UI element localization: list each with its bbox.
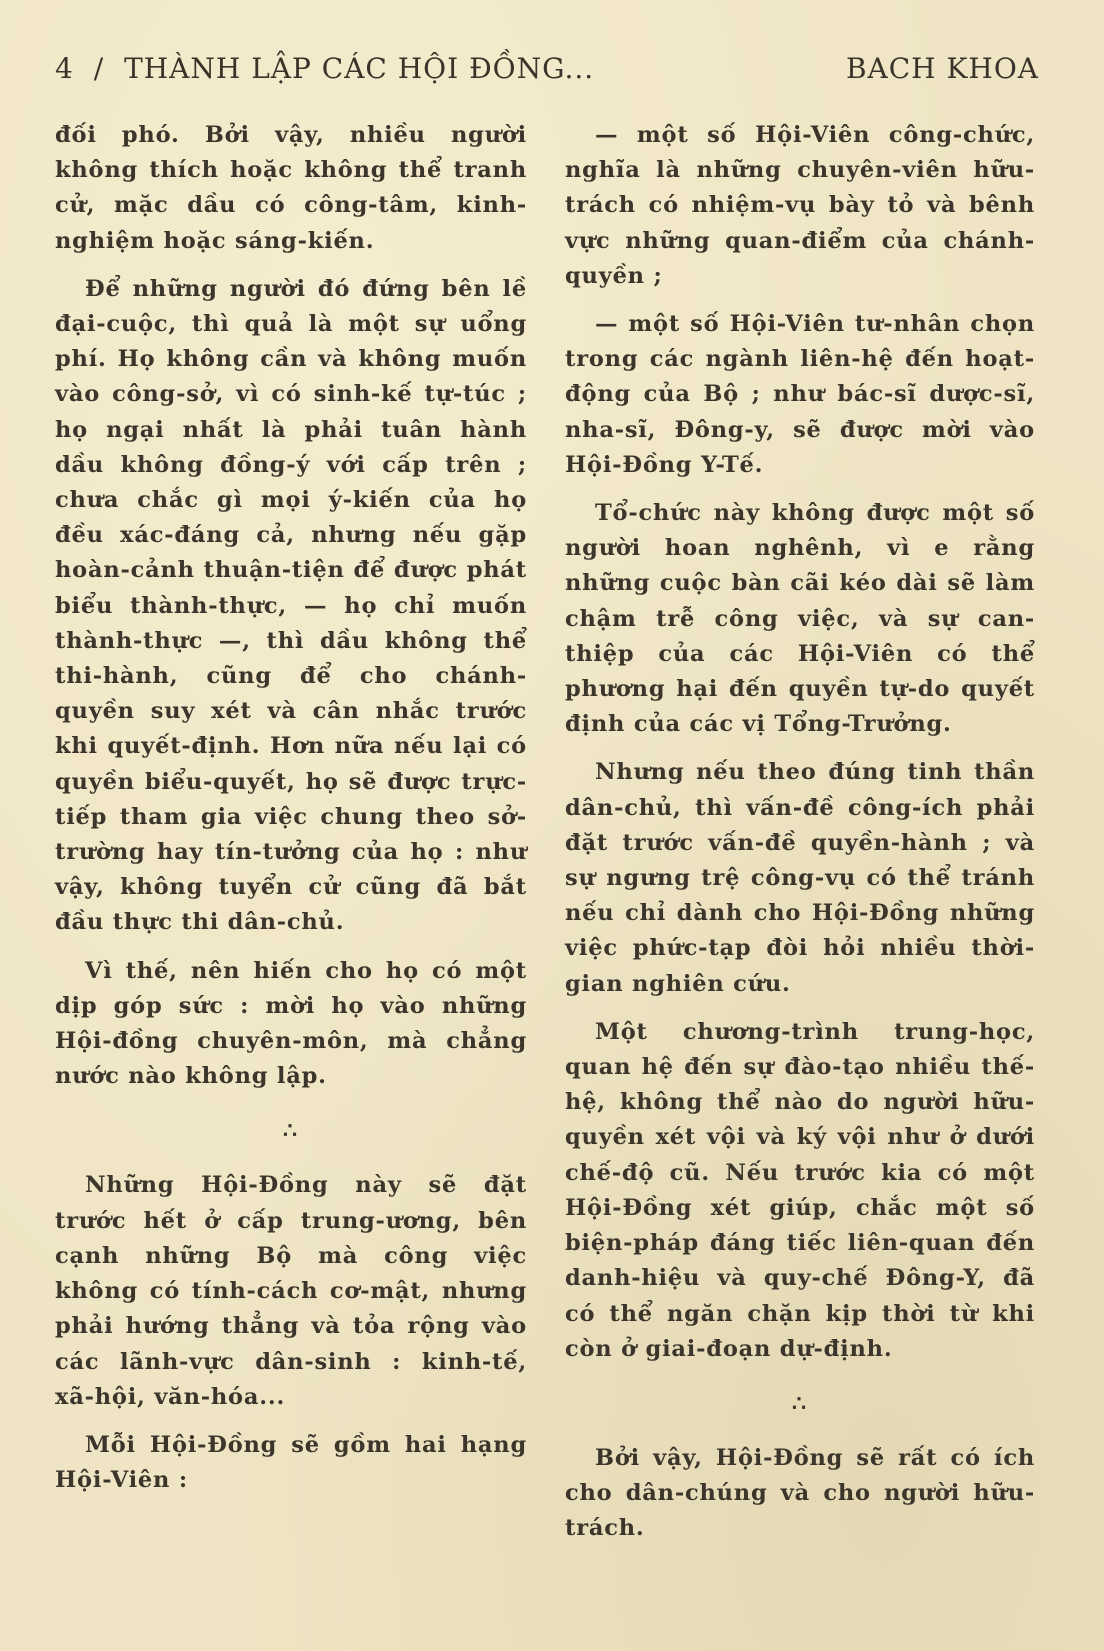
left-paragraph-1: đối phó. Bởi vậy, nhiều người không thích hoặc không thể tranh cử, mặc dầu có công-tâm, kinh-nghiệm hoặc sáng-kiến. xyxy=(55,122,527,254)
right-paragraph-2: — một số Hội-Viên tư-nhân chọn trong các ngành liên-hệ đến hoạt-động của Bộ ; như bác-sĩ dược-sĩ, nha-sĩ, Đông-y, sẽ được mời vào Hội-Đồng Y-Tế. xyxy=(565,311,1035,478)
right-column xyxy=(565,118,1035,1560)
left-paragraph-5: Mỗi Hội-Đồng sẽ gồm hai hạng Hội-Viên : xyxy=(55,1431,527,1494)
right-paragraph-3: Tổ-chức này không được một số người hoan nghênh, vì e rằng những cuộc bàn cãi kéo dài sẽ làm chậm trễ công việc, và sự can-thiệp của các Hội-Viên có thể phương hại đến quyền tự-do quyết định của các vị Tổng-Trưởng. xyxy=(565,500,1035,738)
running-head-left xyxy=(55,52,604,85)
magazine-name: BACH KHOA xyxy=(845,52,1039,85)
page-number: 4 xyxy=(55,52,74,85)
right-paragraph-6: Bởi vậy, Hội-Đồng sẽ rất có ích cho dân-chúng và cho người hữu-trách. xyxy=(565,1444,1035,1542)
right-paragraph-5: Một chương-trình trung-học, quan hệ đến sự đào-tạo nhiều thế-hệ, không thể nào do người hữu-quyền xét vội và ký vội như ở dưới chế-độ cũ. Nếu trước kia có một Hội-Đồng xét giúp, chắc một số biện-pháp đáng tiếc liên-quan đến danh-hiệu và quy-chế Đông-Y, đã có thể ngăn chặn kịp thời từ khi còn ở giai-đoạn dự-định. xyxy=(565,1018,1035,1362)
section-separator: ∴ xyxy=(792,1390,808,1417)
left-paragraph-2: Để những người đó đứng bên lề đại-cuộc, thì quả là một sự uổng phí. Họ không cần và không muốn vào công-sở, vì có sinh-kế tự-túc ; họ ngại nhất là phải tuân hành dầu không đồng-ý với cấp trên ; chưa chắc gì mọi ý-kiến của họ đều xác-đáng cả, nhưng nếu gặp hoàn-cảnh thuận-tiện để được phát biểu thành-thực, — họ chỉ muốn thành-thực —, thì dầu không thể thi-hành, cũng để cho chánh-quyền suy xét và cân nhắc trước khi quyết-định. Hơn nữa nếu lại có quyền biểu-quyết, họ sẽ được trực-tiếp tham gia việc chung theo sở-trường hay tín-tưởng của họ : như vậy, không tuyển cử cũng đã bắt đầu thực thi dân-chủ. xyxy=(55,275,527,936)
section-separator: ∴ xyxy=(283,1118,299,1145)
left-column xyxy=(55,118,527,1511)
left-paragraph-3: Vì thế, nên hiến cho họ có một dịp góp sức : mời họ vào những Hội-đồng chuyên-môn, mà chẳng nước nào không lập. xyxy=(55,957,527,1090)
page-header xyxy=(55,52,1039,85)
article-title: THÀNH LẬP CÁC HỘI ĐỒNG... xyxy=(124,52,595,85)
left-paragraph-4: Những Hội-Đồng này sẽ đặt trước hết ở cấp trung-ương, bên cạnh những Bộ mà công việc không có tính-cách cơ-mật, nhưng phải hướng thẳng và tỏa rộng vào các lãnh-vực dân-sinh : kinh-tế, xã-hội, văn-hóa... xyxy=(55,1172,527,1410)
right-paragraph-1: — một số Hội-Viên công-chức, nghĩa là những chuyên-viên hữu-trách có nhiệm-vụ bày tỏ và bênh vực những quan-điểm của chánh-quyền ; xyxy=(565,122,1035,289)
header-slash: / xyxy=(93,52,105,85)
right-paragraph-4: Nhưng nếu theo đúng tinh thần dân-chủ, thì vấn-đề công-ích phải đặt trước vấn-đề quyền-hành ; và sự ngưng trệ công-vụ có thể tránh nếu chỉ dành cho Hội-Đồng những việc phức-tạp đòi hỏi nhiều thời-gian nghiên cứu. xyxy=(565,759,1035,997)
